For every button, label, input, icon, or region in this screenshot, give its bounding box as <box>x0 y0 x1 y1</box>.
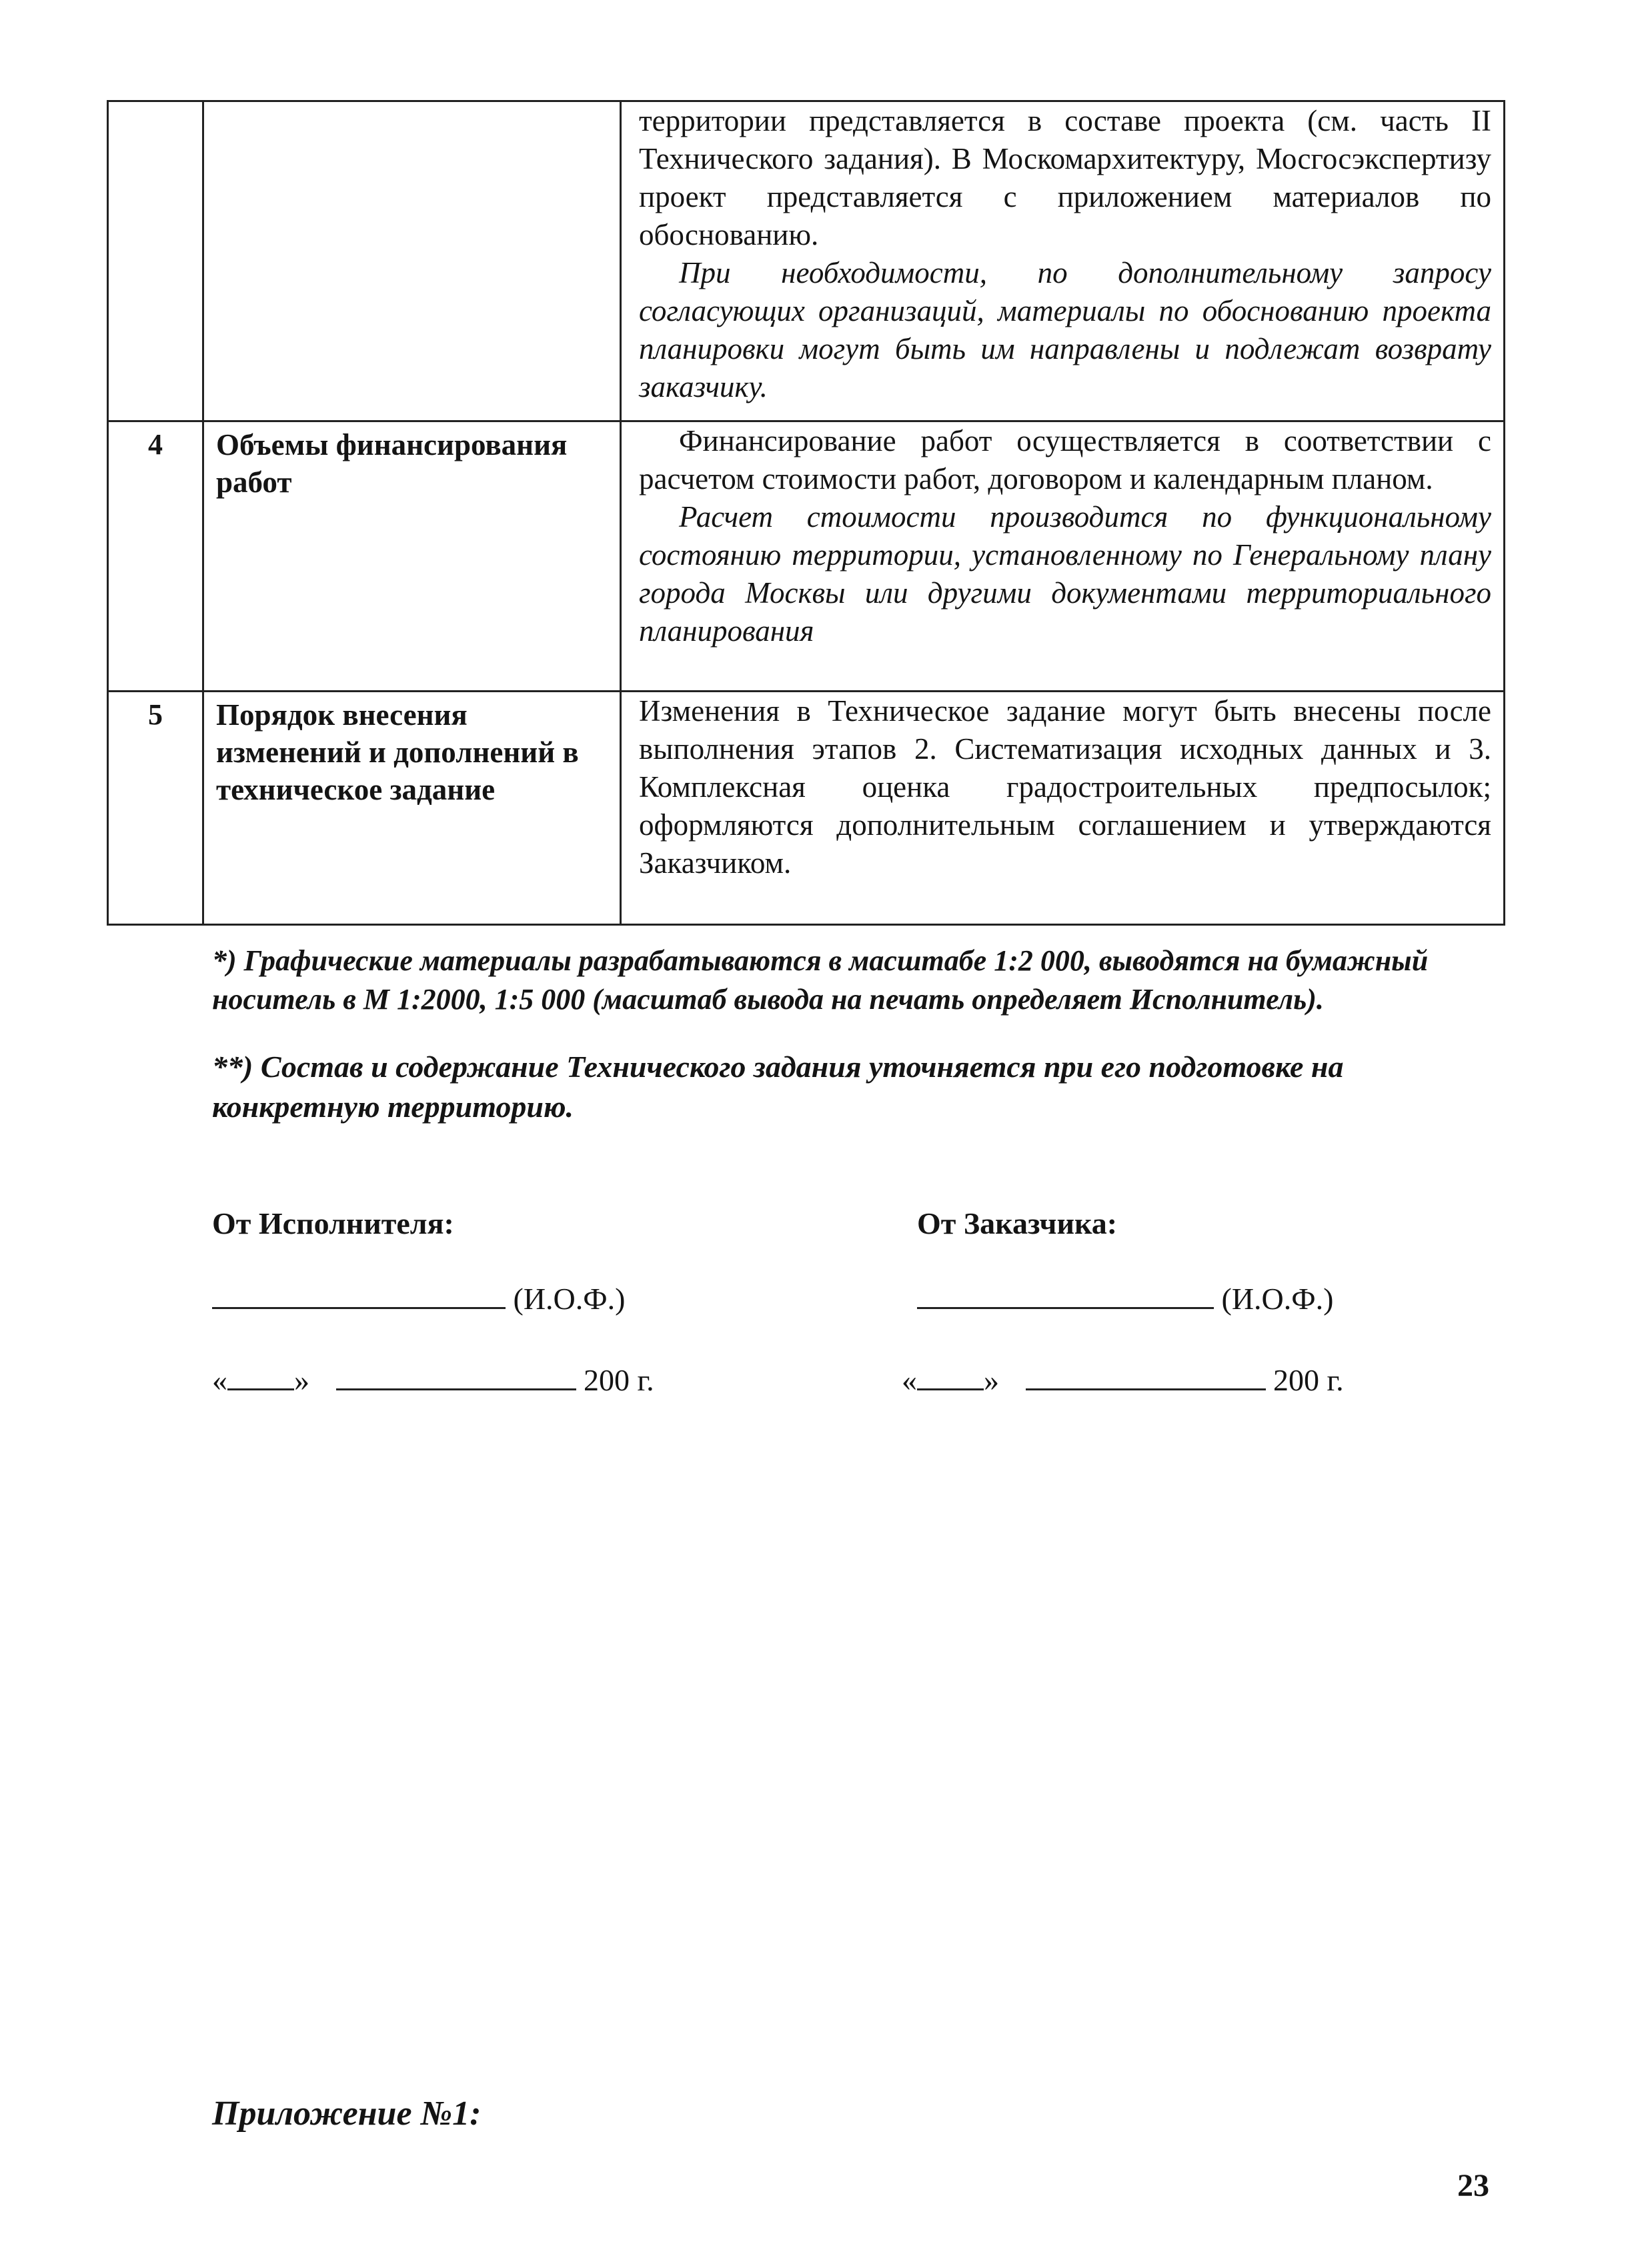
row-number <box>108 101 203 421</box>
italic-paragraph: Расчет стоимости производится по функциональному состоянию территории, установленному по Генеральному плану города Москвы или другими документами территориального планирования <box>639 500 1491 648</box>
paragraph: территории представляется в составе проекта (см. часть II Технического задания). В Москомархитектуру, Мосгосэкспертизу проект представляется с приложением материалов по обоснованию. <box>639 104 1491 251</box>
paragraph: Изменения в Техническое задание могут быть внесены после выполнения этапов 2. Систематизация исходных данных и 3. Комплексная оценка градостроительных предпосылок; оформляются дополнительным соглашением и утверждаются Заказчиком. <box>639 694 1491 880</box>
year-label: 200 г. <box>584 1363 654 1397</box>
name-label: (И.О.Ф.) <box>1221 1282 1334 1316</box>
signature-blank <box>917 1280 1214 1309</box>
row-description <box>621 692 1505 925</box>
paragraph: Финансирование работ осуществляется в соответствии с расчетом стоимости работ, договором и календарным планом. <box>639 424 1491 495</box>
year-label: 200 г. <box>1273 1363 1344 1397</box>
row-description <box>621 101 1505 421</box>
row-title <box>203 101 621 421</box>
signature-blank <box>212 1280 506 1309</box>
footnote-composition: **) Состав и содержание Технического задания уточняется при его подготовке на конкретную территорию. <box>212 1050 1344 1124</box>
contractor-name-line <box>212 1280 625 1316</box>
table-row <box>108 101 1505 421</box>
table-row <box>108 421 1505 692</box>
footnote-graphics: *) Графические материалы разрабатываются в масштабе 1:2 000, выводятся на бумажный носитель в М 1:2000, 1:5 000 (масштаб вывода на печать определяет Исполнитель). <box>212 944 1429 1016</box>
row-description <box>621 421 1505 692</box>
row-title: Объемы финансирования работ <box>203 421 621 692</box>
day-blank <box>227 1362 294 1390</box>
quote-close: » <box>294 1363 309 1397</box>
customer-signature-title: От Заказчика: <box>917 1206 1118 1240</box>
italic-paragraph: При необходимости, по дополнительному запросу согласующих организаций, материалы по обоснованию проекта планировки могут быть им направлены и подлежат возврату заказчику. <box>639 256 1491 403</box>
appendix-title: Приложение №1: <box>212 2095 482 2133</box>
row-title: Порядок внесения изменений и дополнений в техническое задание <box>203 692 621 925</box>
row-number: 5 <box>108 692 203 925</box>
row-number: 4 <box>108 421 203 692</box>
day-blank <box>917 1362 984 1390</box>
customer-date-line <box>902 1362 1344 1398</box>
page-number: 23 <box>1457 2168 1489 2203</box>
quote-open: « <box>902 1363 917 1397</box>
quote-close: » <box>984 1363 999 1397</box>
customer-name-line <box>917 1280 1333 1316</box>
requirements-table <box>107 100 1505 926</box>
contractor-date-line <box>212 1362 654 1398</box>
contractor-signature-title: От Исполнителя: <box>212 1206 454 1240</box>
month-blank <box>336 1362 576 1390</box>
name-label: (И.О.Ф.) <box>513 1282 626 1316</box>
month-blank <box>1026 1362 1266 1390</box>
table-row <box>108 692 1505 925</box>
quote-open: « <box>212 1363 227 1397</box>
